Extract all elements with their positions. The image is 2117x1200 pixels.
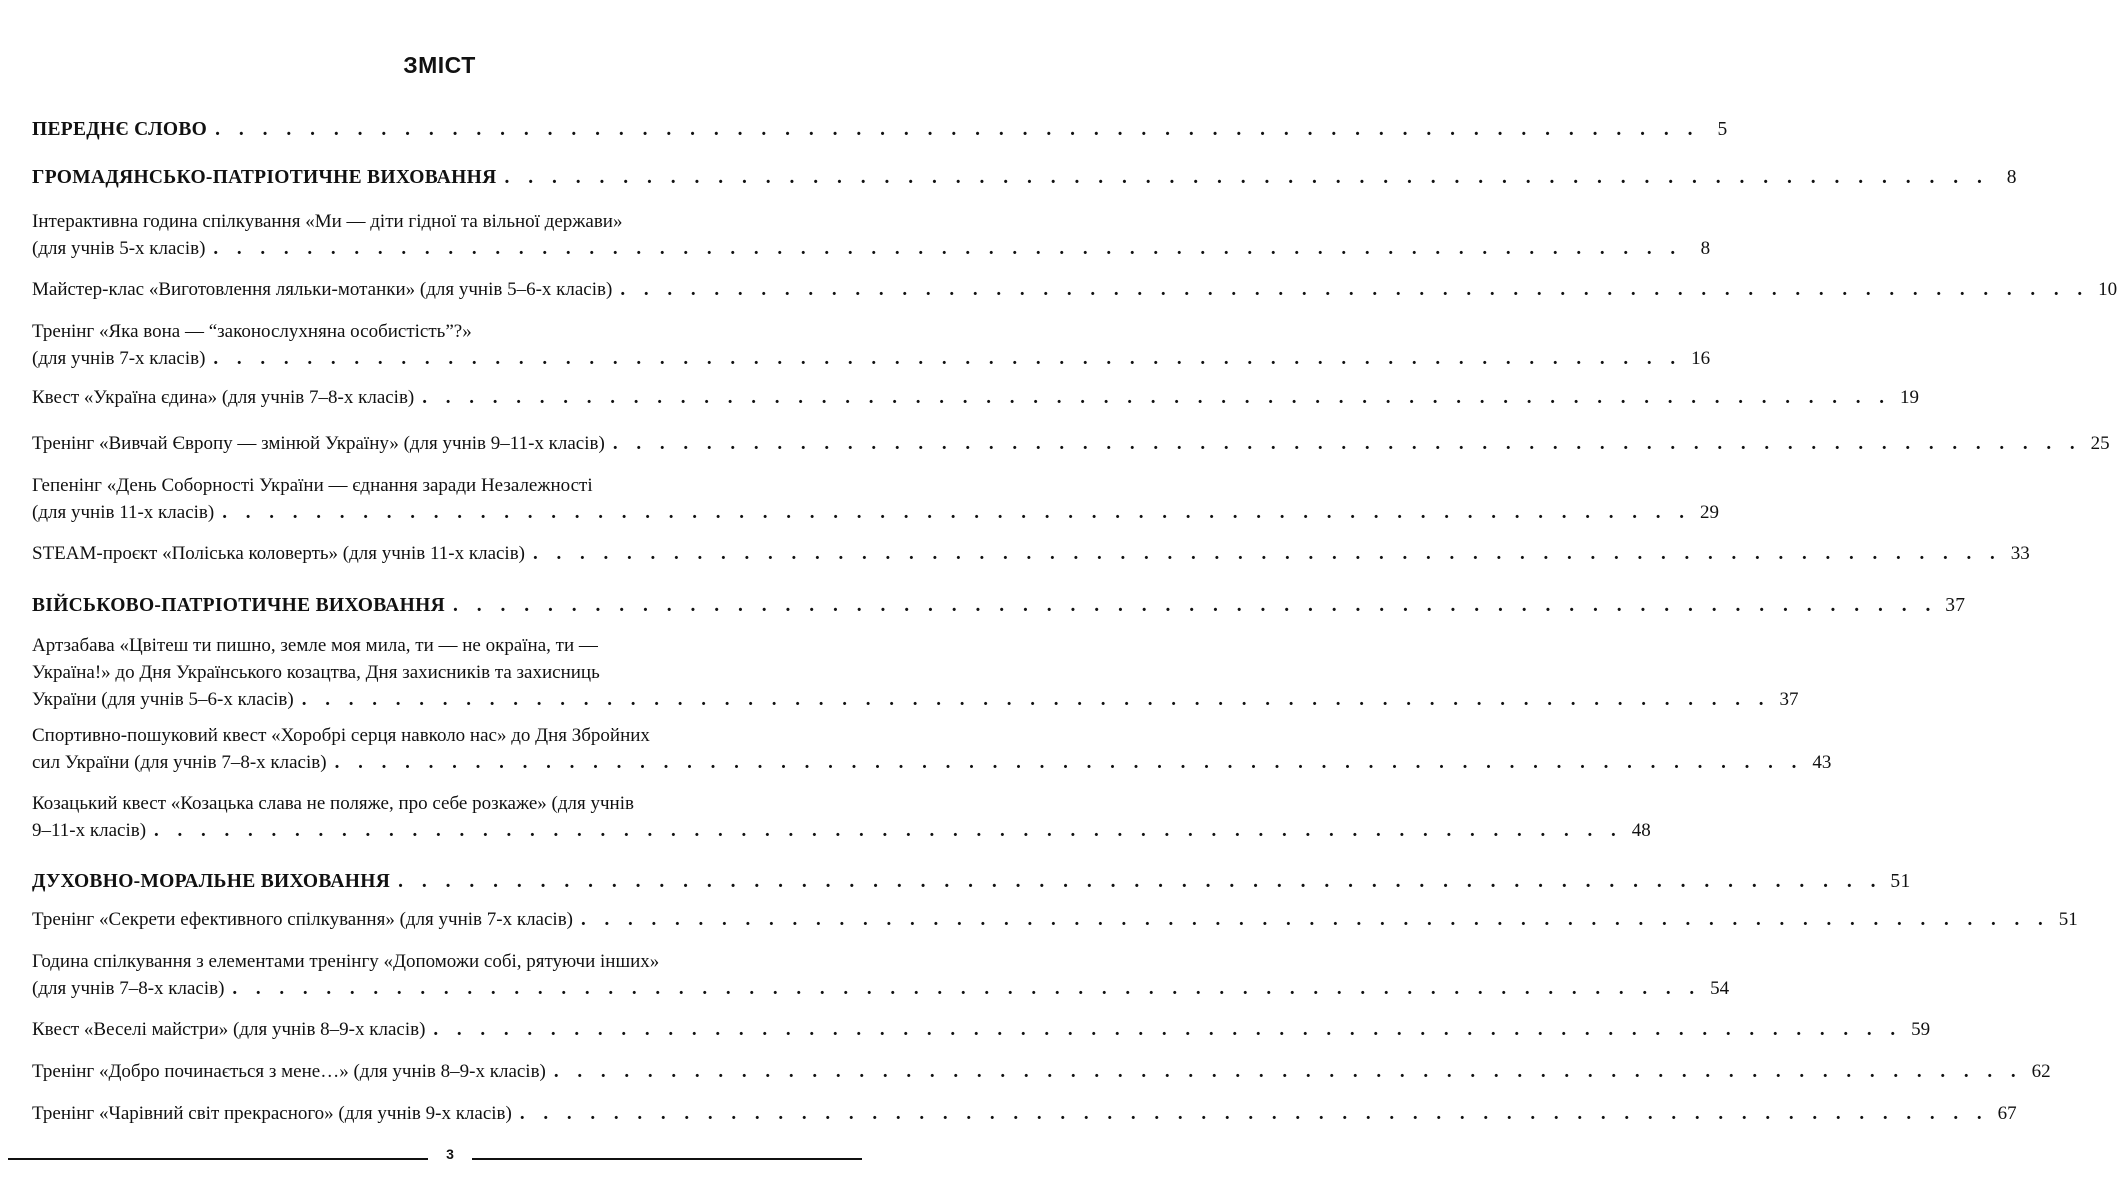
toc-page-number: 8: [1700, 238, 1711, 259]
dot-leader: . . . . . . . . . . . . . . . . . . . . . . . . . . . . . . . . . . . . . . . . . . . . . . . . . . . . . . . . . . . . . . .: [398, 871, 1883, 892]
dot-leader: . . . . . . . . . . . . . . . . . . . . . . . . . . . . . . . . . . . . . . . . . . . . . . . . . . . . . . . . . . . . . . .: [213, 238, 1683, 259]
toc-entry-title: Квест «Україна єдина» (для учнів 7–8-х класів): [32, 387, 415, 408]
toc-entry-line: (для учнів 7-х класів): [32, 348, 206, 369]
toc-page-number: 33: [2010, 543, 2030, 564]
toc-entry[interactable]: [32, 1058, 2051, 1085]
footer-rule-right: [472, 1158, 862, 1160]
dot-leader: . . . . . . . . . . . . . . . . . . . . . . . . . . . . . . . . . . . . . . . . . . . . . . . . . . . . . . . . . . . . . . .: [533, 543, 2002, 564]
dot-leader: . . . . . . . . . . . . . . . . . . . . . . . . . . . . . . . . . . . . . . . . . . . . . . . . . . . . . . . . . . . . . . .: [334, 752, 1804, 773]
toc-entry-line: Година спілкування з елементами тренінгу «Допоможи собі, рятуючи інших»: [32, 951, 660, 972]
toc-page-number: 8: [2006, 167, 2017, 188]
dot-leader: . . . . . . . . . . . . . . . . . . . . . . . . . . . . . . . . . . . . . . . . . . . . . . . . . . . . . . . . . . . . . . .: [222, 502, 1691, 523]
dot-leader: . . . . . . . . . . . . . . . . . . . . . . . . . . . . . . . . . . . . . . . . . . . . . . . . . . . . . . . . . . . . . . .: [232, 978, 1702, 999]
toc-page-number: 67: [1997, 1103, 2017, 1124]
toc-page-number: 19: [1900, 387, 1920, 408]
toc-entry[interactable]: [32, 318, 1711, 372]
toc-page-number: 10: [2098, 279, 2117, 300]
toc-entry-title: Тренінг «Чарівний світ прекрасного» (для учнів 9-х класів): [32, 1103, 512, 1124]
toc-entry-line: Тренінг «Яка вона — “законослухняна особистість”?»: [32, 321, 472, 342]
toc-entry[interactable]: [32, 722, 1832, 776]
toc-page-number: 37: [1945, 595, 1966, 616]
toc-entry[interactable]: [32, 790, 1651, 844]
toc-entry-title: Тренінг «Добро починається з мене…» (для учнів 8–9-х класів): [32, 1061, 546, 1082]
toc-entry[interactable]: [32, 1016, 1931, 1043]
dot-leader: . . . . . . . . . . . . . . . . . . . . . . . . . . . . . . . . . . . . . . . . . . . . . . . . . . . . . . . . . . . . . . .: [422, 387, 1892, 408]
footer-page-number: 3: [446, 1146, 454, 1162]
toc-entry-line: (для учнів 11-х класів): [32, 502, 215, 523]
toc-entry-line: Спортивно-пошуковий квест «Хоробрі серця навколо нас» до Дня Збройних: [32, 725, 650, 746]
dot-leader: . . . . . . . . . . . . . . . . . . . . . . . . . . . . . . . . . . . . . . . . . . . . . . . . . . . . . . . . . . . . . . .: [620, 279, 2090, 300]
toc-entry-title: Квест «Веселі майстри» (для учнів 8–9-х класів): [32, 1019, 426, 1040]
toc-entry[interactable]: [32, 632, 1799, 713]
dot-leader: . . . . . . . . . . . . . . . . . . . . . . . . . . . . . . . . . . . . . . . . . . . . . . . . . . . . . . . . . . . . . . .: [504, 167, 1989, 188]
toc-entry[interactable]: [32, 472, 1719, 526]
dot-leader: . . . . . . . . . . . . . . . . . . . . . . . . . . . . . . . . . . . . . . . . . . . . . . . . . . . . . . . . . . . . . . .: [519, 1103, 1989, 1124]
toc-entry-line: (для учнів 5-х класів): [32, 238, 206, 259]
toc-page-number: 37: [1779, 689, 1799, 710]
toc-page-number: 5: [1717, 119, 1728, 140]
toc-entry-title: ПЕРЕДНЄ СЛОВО: [32, 119, 208, 140]
toc-entry-line: Гепенінг «День Соборності України — єднання заради Незалежності: [32, 475, 593, 496]
toc-entry[interactable]: [32, 906, 2078, 933]
toc-entry[interactable]: [32, 384, 1920, 411]
dot-leader: . . . . . . . . . . . . . . . . . . . . . . . . . . . . . . . . . . . . . . . . . . . . . . . . . . . . . . . . . . . . . . .: [612, 433, 2082, 454]
toc-entry-line: України (для учнів 5–6-х класів): [32, 689, 294, 710]
toc-entry-title: Тренінг «Вивчай Європу — змінюй Україну» (для учнів 9–11-х класів): [32, 433, 605, 454]
toc-entry-line: Україна!» до Дня Українського козацтва, Дня захисників та захисниць: [32, 662, 600, 683]
toc-entry-line: Інтерактивна година спілкування «Ми — діти гідної та вільної держави»: [32, 211, 623, 232]
dot-leader: . . . . . . . . . . . . . . . . . . . . . . . . . . . . . . . . . . . . . . . . . . . . . . . . . . . . . . . . . . . . . . .: [553, 1061, 2023, 1082]
toc-page-number: 16: [1691, 348, 1711, 369]
dot-leader: . . . . . . . . . . . . . . . . . . . . . . . . . . . . . . . . . . . . . . . . . . . . . . . . . . . . . . . . . . . . . . .: [581, 909, 2050, 930]
toc-page-number: 54: [1710, 978, 1730, 999]
toc-page-number: 29: [1699, 502, 1719, 523]
toc-section-entry[interactable]: [32, 868, 1911, 895]
dot-leader: . . . . . . . . . . . . . . . . . . . . . . . . . . . . . . . . . . . . . . . . . . . . . . . . . . . . . . . . . . . . . . .: [213, 348, 1683, 369]
toc-page-number: 51: [2058, 909, 2078, 930]
dot-leader: . . . . . . . . . . . . . . . . . . . . . . . . . . . . . . . . . . . . . . . . . . . . . . . . . . . . . . . . . . . . . . .: [215, 119, 1700, 140]
toc-section-entry[interactable]: [32, 592, 1966, 619]
toc-entry-line: (для учнів 7–8-х класів): [32, 978, 225, 999]
toc-page-number: 43: [1812, 752, 1832, 773]
toc-entry-line: Артзабава «Цвітеш ти пишно, земле моя мила, ти — не окраїна, ти —: [32, 635, 598, 656]
toc-page-number: 59: [1911, 1019, 1931, 1040]
dot-leader: . . . . . . . . . . . . . . . . . . . . . . . . . . . . . . . . . . . . . . . . . . . . . . . . . . . . . . . . . . . . . . .: [154, 820, 1623, 841]
toc-entry-line: сил України (для учнів 7–8-х класів): [32, 752, 327, 773]
toc-page-number: 25: [2090, 433, 2110, 454]
toc-page-number: 51: [1890, 871, 1911, 892]
page-title: ЗМІСТ: [403, 52, 476, 78]
toc-entry-title: ГРОМАДЯНСЬКО-ПАТРІОТИЧНЕ ВИХОВАННЯ: [32, 167, 497, 188]
toc-entry[interactable]: [32, 1100, 2017, 1127]
toc-entry-line: Козацький квест «Козацька слава не поляже, про себе розкаже» (для учнів: [32, 793, 634, 814]
dot-leader: . . . . . . . . . . . . . . . . . . . . . . . . . . . . . . . . . . . . . . . . . . . . . . . . . . . . . . . . . . . . . . .: [433, 1019, 1903, 1040]
toc-page-number: 48: [1631, 820, 1651, 841]
toc-entry[interactable]: [32, 276, 2117, 303]
toc-entry-title: Майстер-клас «Виготовлення ляльки-мотанки» (для учнів 5–6-х класів): [32, 279, 613, 300]
toc-entry[interactable]: [32, 948, 1730, 1002]
toc-section-entry[interactable]: [32, 164, 2017, 191]
toc-entry-title: ДУХОВНО-МОРАЛЬНЕ ВИХОВАННЯ: [32, 871, 391, 892]
toc-page-number: 62: [2031, 1061, 2051, 1082]
dot-leader: . . . . . . . . . . . . . . . . . . . . . . . . . . . . . . . . . . . . . . . . . . . . . . . . . . . . . . . . . . . . . . .: [452, 595, 1938, 616]
dot-leader: . . . . . . . . . . . . . . . . . . . . . . . . . . . . . . . . . . . . . . . . . . . . . . . . . . . . . . . . . . . . . . .: [301, 689, 1771, 710]
toc-entry-title: Тренінг «Секрети ефективного спілкування» (для учнів 7-х класів): [32, 909, 573, 930]
toc-section-entry[interactable]: [32, 116, 1728, 143]
toc-entry[interactable]: [32, 208, 1711, 262]
toc-entry-title: STEAM-проєкт «Поліська коловерть» (для учнів 11-х класів): [32, 543, 526, 564]
toc-entry-line: 9–11-х класів): [32, 820, 147, 841]
toc-entry[interactable]: [32, 430, 2110, 457]
footer-rule-left: [8, 1158, 428, 1160]
toc-entry-title: ВІЙСЬКОВО-ПАТРІОТИЧНЕ ВИХОВАННЯ: [32, 595, 445, 616]
toc-entry[interactable]: [32, 540, 2030, 567]
